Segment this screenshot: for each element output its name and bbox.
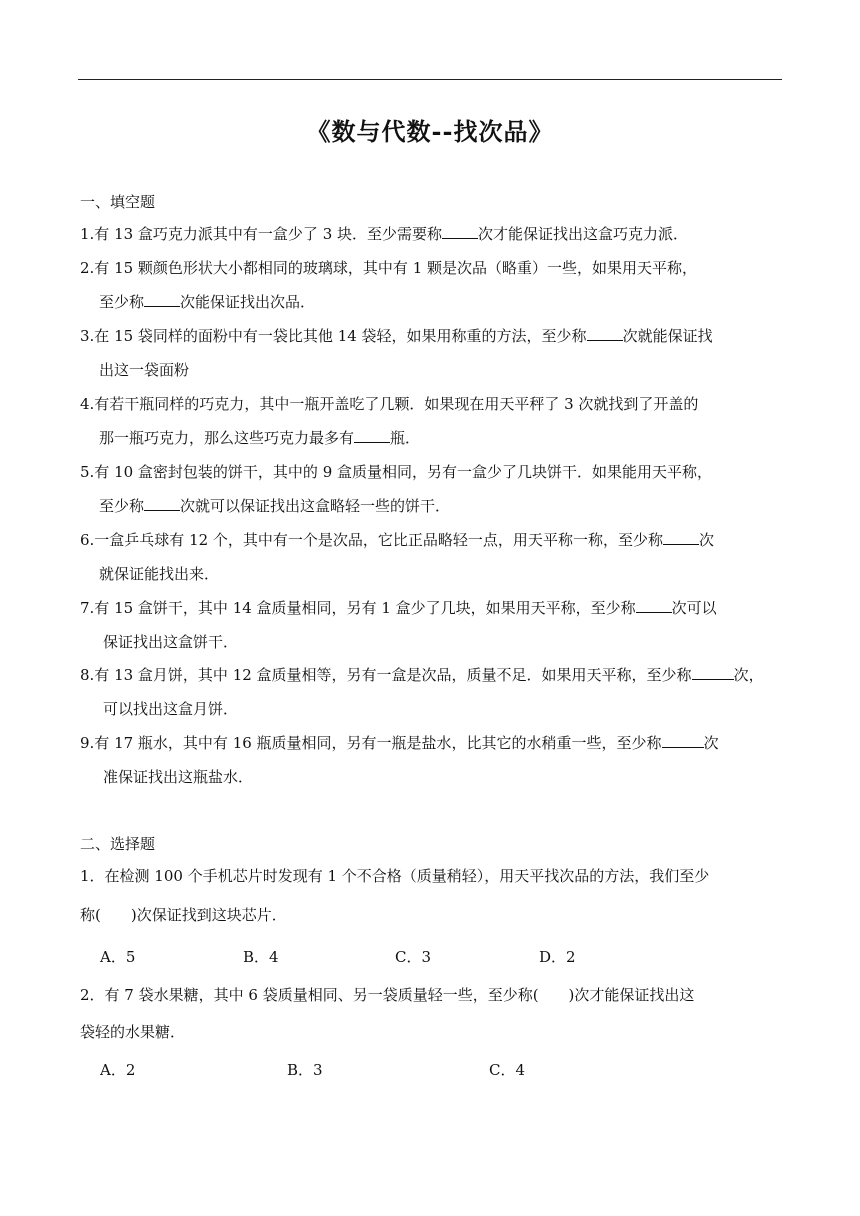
choice-1-option-b[interactable]: B．4 — [243, 948, 279, 966]
question-9-text-a: 9.有 17 瓶水，其中有 16 瓶质量相同，另有一瓶是盐水，比其它的水稍重一些，至少称 — [80, 734, 662, 752]
answer-blank-2[interactable] — [144, 292, 180, 307]
question-4-text-b: 瓶． — [390, 429, 421, 447]
answer-blank-5[interactable] — [144, 496, 180, 511]
question-1-text-a: 1.有 13 盒巧克力派其中有一盒少了 3 块．至少需要称 — [80, 225, 443, 243]
choice-question-2-line-2: 袋轻的水果糖． — [80, 1023, 186, 1041]
question-3-line-1 — [80, 326, 713, 346]
question-7-line-1 — [80, 598, 717, 618]
question-8-line-1 — [80, 665, 764, 685]
question-7-line-2: 保证找出这盒饼干． — [103, 633, 239, 651]
question-5-text-b: 次就可以保证找出这盒略轻一些的饼干． — [180, 497, 451, 515]
question-6-line-2: 就保证能找出来． — [99, 565, 220, 583]
choice-2-option-a[interactable]: A．2 — [100, 1061, 136, 1079]
question-3-line-2: 出这一袋面粉 — [99, 361, 190, 379]
answer-blank-1[interactable] — [442, 224, 478, 239]
question-8-text-a: 8.有 13 盒月饼，其中 12 盒质量相等，另有一盒是次品，质量不足．如果用天平称，至少称 — [80, 666, 692, 684]
question-2-text-a: 至少称 — [99, 293, 145, 311]
question-5-line-2 — [99, 496, 450, 516]
choice-2-option-b[interactable]: B．3 — [287, 1061, 323, 1079]
answer-blank-6[interactable] — [663, 530, 699, 545]
question-4-text-a: 那一瓶巧克力，那么这些巧克力最多有 — [99, 429, 355, 447]
question-6-line-1 — [80, 530, 714, 550]
choice-1-option-c[interactable]: C．3 — [395, 948, 432, 966]
question-9-text-b: 次 — [703, 734, 719, 752]
question-9-line-1 — [80, 733, 719, 753]
section-fill-blank-heading: 一、填空题 — [80, 193, 156, 211]
answer-blank-9[interactable] — [662, 733, 704, 748]
question-4-line-2 — [99, 428, 420, 448]
question-8-text-b: 次， — [733, 666, 764, 684]
choice-1-option-a[interactable]: A．5 — [100, 948, 136, 966]
question-6-text-b: 次 — [698, 531, 714, 549]
answer-blank-7[interactable] — [636, 598, 672, 613]
question-7-text-a: 7.有 15 盒饼干，其中 14 盒质量相同，另有 1 盒少了几块，如果用天平称，至少称 — [80, 599, 636, 617]
choice-question-2-line-1: 2．有 7 袋水果糖，其中 6 袋质量相同、另一袋质量轻一些，至少称( )次才能保证找出这 — [80, 986, 695, 1004]
question-3-text-a: 3.在 15 袋同样的面粉中有一袋比其他 14 袋轻，如果用称重的方法，至少称 — [80, 327, 587, 345]
header-rule — [78, 79, 782, 80]
question-2-line-2 — [99, 292, 315, 312]
question-7-text-b: 次可以 — [671, 599, 717, 617]
answer-blank-4[interactable] — [354, 428, 390, 443]
question-1-text-b: 次才能保证找出这盒巧克力派． — [478, 225, 689, 243]
choice-1-option-d[interactable]: D．2 — [539, 948, 576, 966]
question-5-line-1: 5.有 10 盒密封包装的饼干，其中的 9 盒质量相同，另有一盒少了几块饼干．如果能用天平称， — [80, 463, 713, 481]
section-choice-heading: 二、选择题 — [80, 835, 156, 853]
question-5-text-a: 至少称 — [99, 497, 145, 515]
choice-question-1-line-1: 1．在检测 100 个手机芯片时发现有 1 个不合格（质量稍轻），用天平找次品的方法，我们至少 — [80, 867, 710, 885]
question-1 — [80, 224, 688, 244]
question-2-line-1: 2.有 15 颗颜色形状大小都相同的玻璃球，其中有 1 颗是次品（略重）一些，如果用天平称， — [80, 259, 698, 277]
question-4-line-1: 4.有若干瓶同样的巧克力，其中一瓶开盖吃了几颗．如果现在用天平秤了 3 次就找到了开盖的 — [80, 395, 699, 413]
page-title: 《数与代数--找次品》 — [306, 117, 554, 146]
choice-question-1-line-2: 称( )次保证找到这块芯片． — [80, 906, 287, 924]
answer-blank-3[interactable] — [587, 326, 623, 341]
choice-2-option-c[interactable]: C．4 — [489, 1061, 526, 1079]
question-9-line-2: 准保证找出这瓶盐水． — [103, 768, 254, 786]
question-8-line-2: 可以找出这盒月饼． — [103, 700, 239, 718]
question-2-text-b: 次能保证找出次品． — [180, 293, 316, 311]
question-6-text-a: 6.一盒乒乓球有 12 个，其中有一个是次品，它比正品略轻一点，用天平称一称，至少称 — [80, 531, 663, 549]
question-3-text-b: 次就能保证找 — [622, 327, 713, 345]
answer-blank-8[interactable] — [692, 665, 734, 680]
